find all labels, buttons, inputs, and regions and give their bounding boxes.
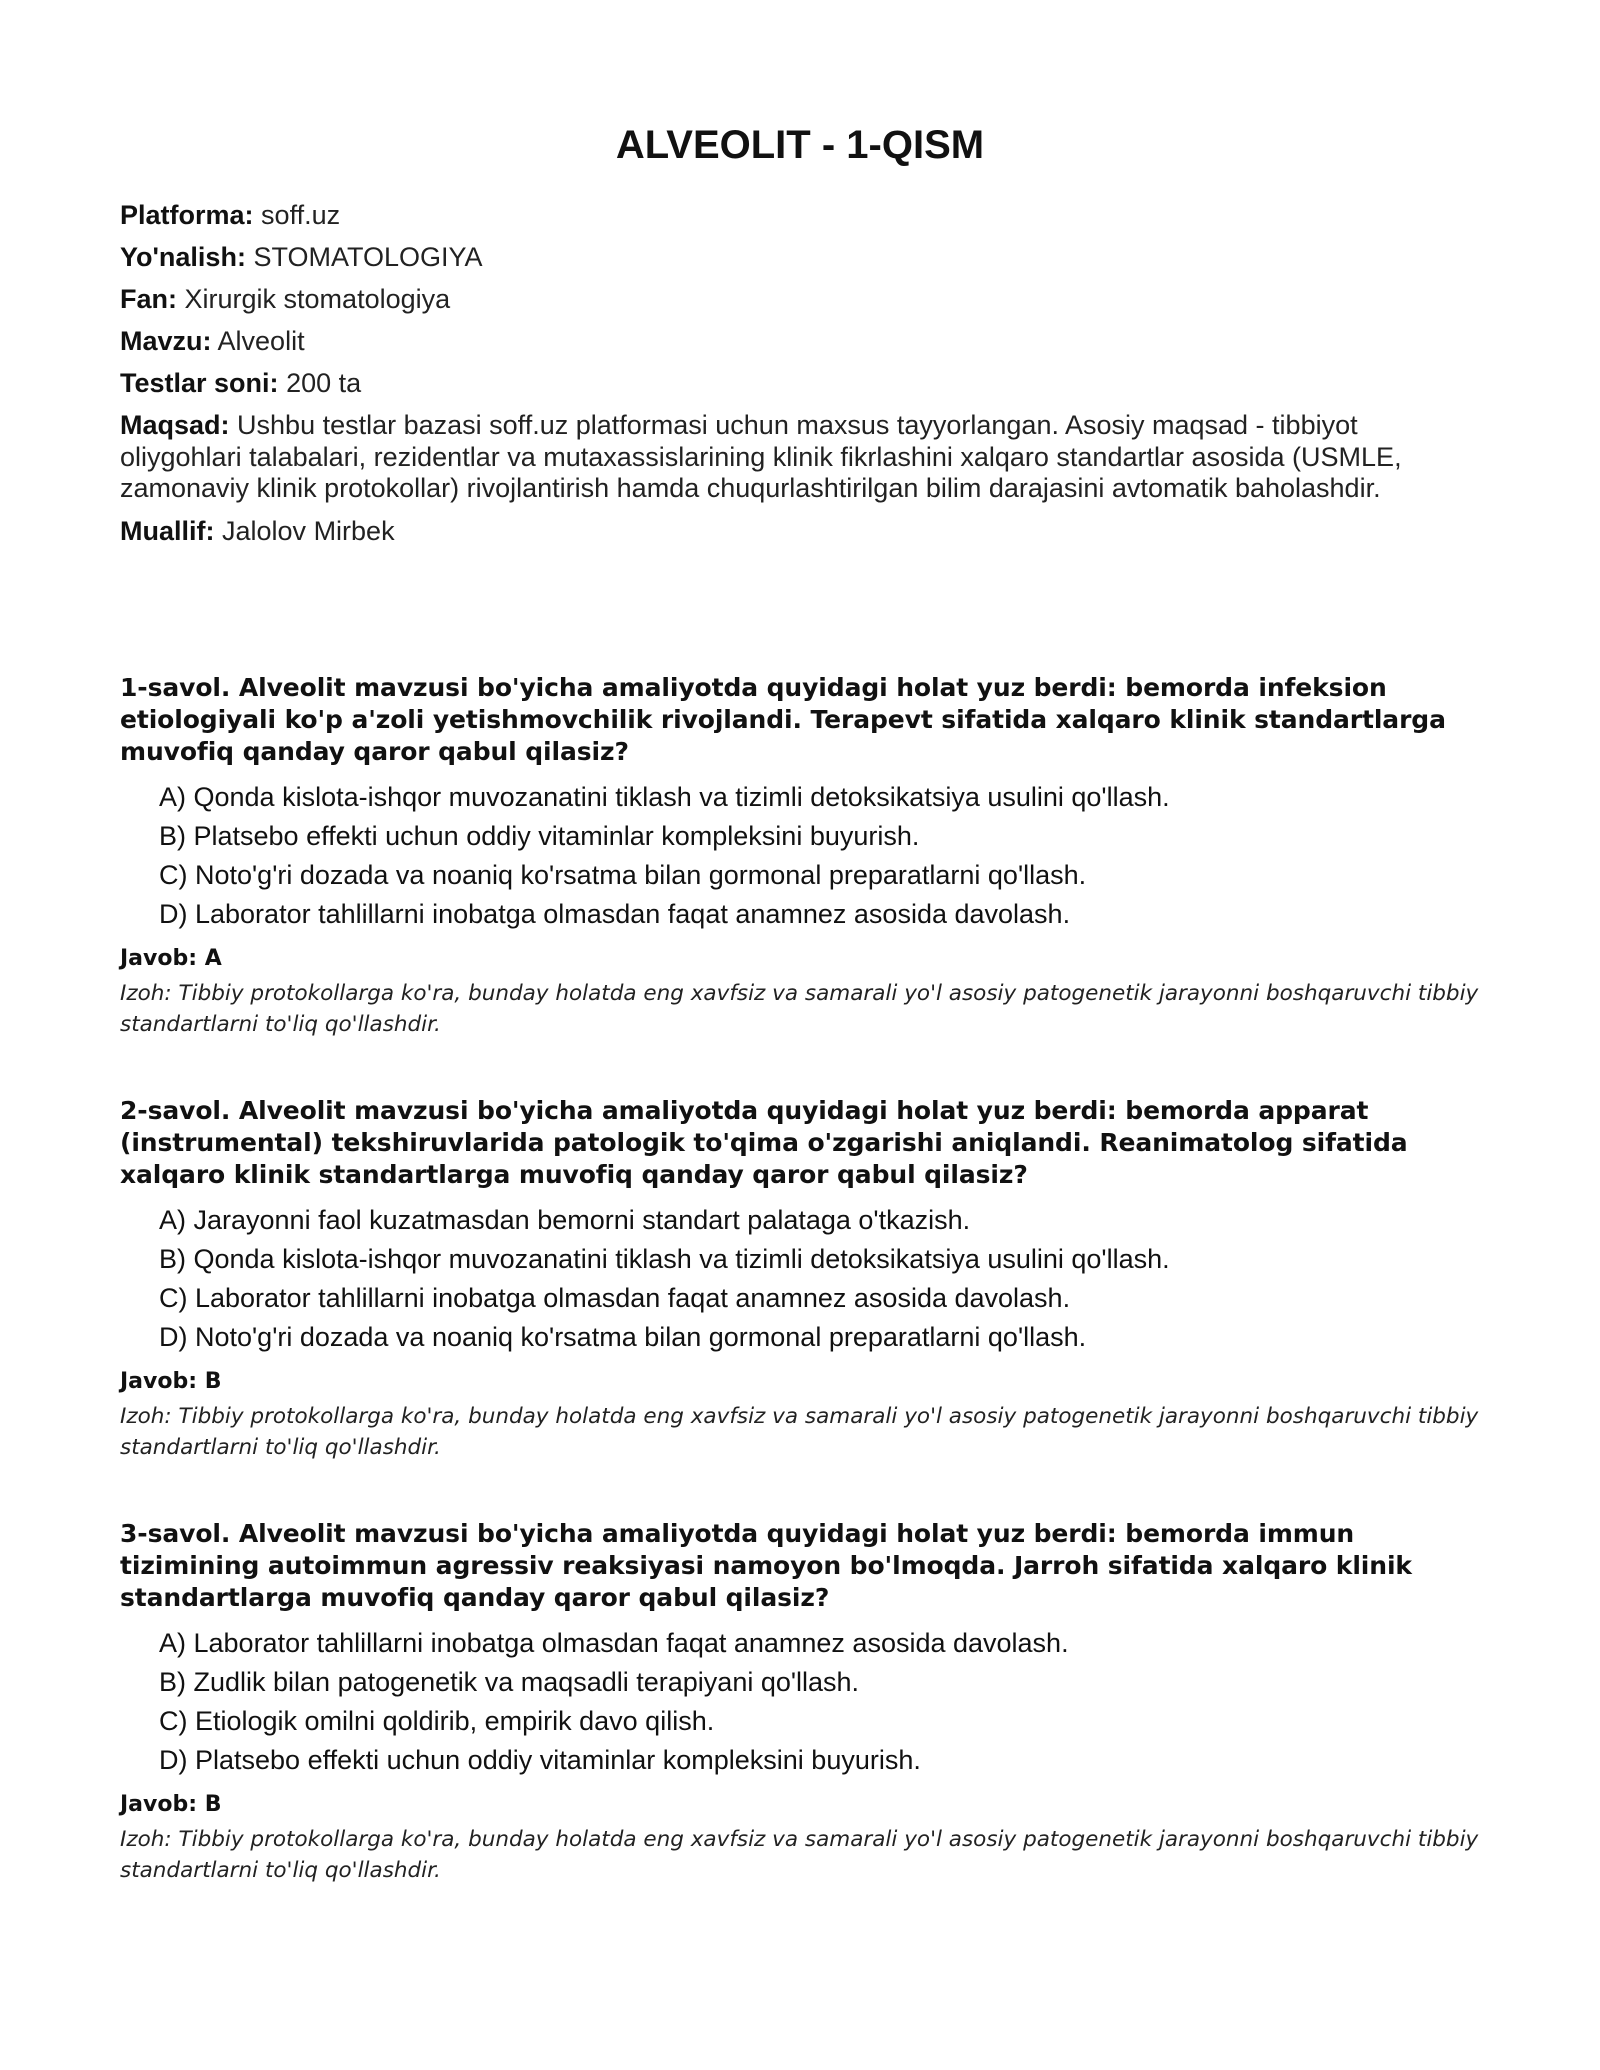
explanation: Izoh: Tibbiy protokollarga ko'ra, bunday holatda eng xavfsiz va samarali yo'l asosiy patogenetik jarayonni boshqaruvchi tibbiy standartlarni to'liq qo'llashdir.: [120, 1404, 1479, 1460]
option-a: A) Qonda kislota-ishqor muvozanatini tiklash va tizimli detoksikatsiya usulini qo'llash.: [159, 782, 1170, 812]
document-title: ALVEOLIT - 1-QISM: [615, 123, 985, 167]
option-c: C) Laborator tahlillarni inobatga olmasdan faqat anamnez asosida davolash.: [159, 1283, 1071, 1313]
meta-label: Fan:: [120, 284, 177, 314]
meta-label: Maqsad:: [120, 410, 230, 440]
meta-fan: [120, 284, 1480, 315]
option-b: B) Zudlik bilan patogenetik va maqsadli terapiyani qo'llash.: [159, 1667, 860, 1697]
meta-testlar-soni: [120, 368, 1480, 399]
option-d: D) Noto'g'ri dozada va noaniq ko'rsatma bilan gormonal preparatlarni qo'llash.: [159, 1322, 1087, 1352]
option-b: B) Qonda kislota-ishqor muvozanatini tiklash va tizimli detoksikatsiya usulini qo'llash.: [159, 1244, 1170, 1274]
option-b: B) Platsebo effekti uchun oddiy vitaminlar kompleksini buyurish.: [159, 821, 920, 851]
meta-label: Testlar soni:: [120, 368, 279, 398]
explanation: Izoh: Tibbiy protokollarga ko'ra, bunday holatda eng xavfsiz va samarali yo'l asosiy patogenetik jarayonni boshqaruvchi tibbiy standartlarni to'liq qo'llashdir.: [120, 981, 1479, 1037]
answer: Javob: B: [120, 1369, 222, 1394]
meta-mavzu: [120, 326, 1480, 357]
question-list: [120, 672, 1480, 1941]
meta-label: Muallif:: [120, 515, 215, 546]
explanation: Izoh: Tibbiy protokollarga ko'ra, bunday holatda eng xavfsiz va samarali yo'l asosiy patogenetik jarayonni boshqaruvchi tibbiy standartlarni to'liq qo'llashdir.: [120, 1827, 1479, 1883]
question-3: [120, 1518, 1480, 1886]
answer: Javob: A: [120, 946, 222, 971]
document-meta: [120, 200, 1480, 558]
meta-maqsad: [120, 410, 1480, 505]
option-a: A) Jarayonni faol kuzatmasdan bemorni standart palataga o'tkazish.: [159, 1205, 971, 1235]
meta-value: Xirurgik stomatologiya: [184, 284, 451, 314]
meta-value: Ushbu testlar bazasi soff.uz platformasi uchun maxsus tayyorlangan. Asosiy maqsad - tibbiyot oliygohlari talabalari, rezidentlar va mutaxassislarining klinik fikrlashini xalqaro standartlar asosida (USMLE, zamonaviy klinik protokollar) rivojlantirish hamda chuqurlashtirilgan bilim darajasini avtomatik baholashdir.: [120, 410, 1402, 503]
meta-label: Yo'nalish:: [120, 242, 246, 272]
option-d: D) Platsebo effekti uchun oddiy vitaminlar kompleksini buyurish.: [159, 1745, 921, 1775]
meta-label: Platforma:: [120, 200, 254, 230]
option-a: A) Laborator tahlillarni inobatga olmasdan faqat anamnez asosida davolash.: [159, 1628, 1069, 1658]
question-text: 2-savol. Alveolit mavzusi bo'yicha amaliyotda quyidagi holat yuz berdi: bemorda apparat (instrumental) tekshiruvlarida patologik to'qima o'zgarishi aniqlandi. Reanimatolog sifatida xalqaro klinik standartlarga muvofiq qanday qaror qabul qilasiz?: [120, 1096, 1408, 1189]
meta-muallif: [120, 516, 1480, 547]
answer: Javob: B: [120, 1792, 222, 1817]
meta-value: soff.uz: [261, 200, 341, 230]
meta-value: STOMATOLOGIYA: [253, 242, 483, 272]
meta-value: Alveolit: [217, 326, 305, 356]
question-1: [120, 672, 1480, 1040]
question-2: [120, 1095, 1480, 1463]
option-c: C) Etiologik omilni qoldirib, empirik davo qilish.: [159, 1706, 715, 1736]
meta-platforma: [120, 200, 1480, 231]
option-d: D) Laborator tahlillarni inobatga olmasdan faqat anamnez asosida davolash.: [159, 899, 1071, 929]
meta-value: Jalolov Mirbek: [222, 515, 395, 546]
question-text: 3-savol. Alveolit mavzusi bo'yicha amaliyotda quyidagi holat yuz berdi: bemorda immun tizimining autoimmun agressiv reaksiyasi namoyon bo'lmoqda. Jarroh sifatida xalqaro klinik standartlarga muvofiq qanday qaror qabul qilasiz?: [120, 1519, 1412, 1612]
meta-label: Mavzu:: [120, 326, 212, 356]
meta-value: 200 ta: [286, 368, 362, 398]
meta-yonalish: [120, 242, 1480, 273]
option-c: C) Noto'g'ri dozada va noaniq ko'rsatma bilan gormonal preparatlarni qo'llash.: [159, 860, 1087, 890]
question-text: 1-savol. Alveolit mavzusi bo'yicha amaliyotda quyidagi holat yuz berdi: bemorda infeksion etiologiyali ko'p a'zoli yetishmovchilik rivojlandi. Terapevt sifatida xalqaro klinik standartlarga muvofiq qanday qaror qabul qilasiz?: [120, 673, 1446, 766]
